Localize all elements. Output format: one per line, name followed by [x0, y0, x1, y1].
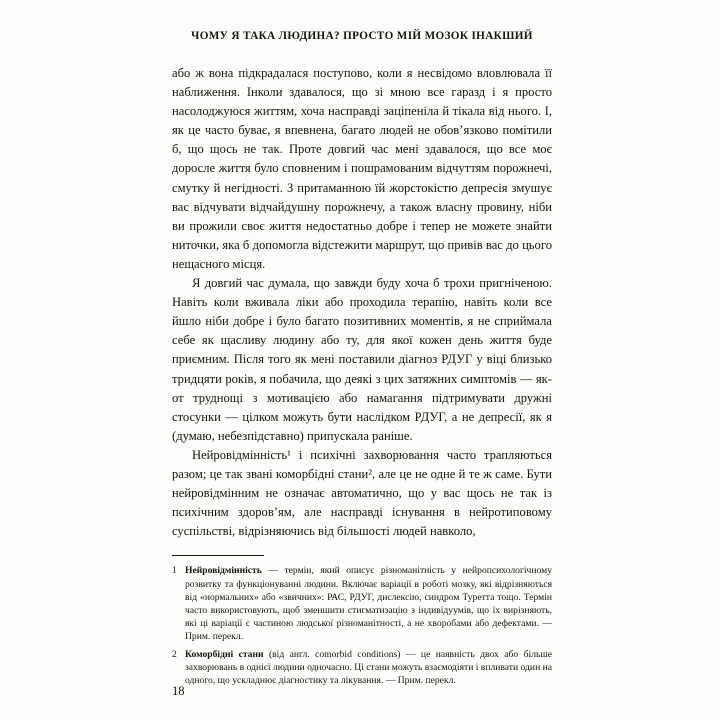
page-content — [172, 30, 552, 691]
footnote-body — [185, 648, 552, 688]
footnote-separator — [172, 555, 264, 556]
footnote-term: Коморбідні стани — [185, 648, 264, 660]
running-head: ЧОМУ Я ТАКА ЛЮДИНА? ПРОСТО МІЙ МОЗОК ІНАКШИЙ — [191, 30, 533, 42]
paragraph-3: Нейровідмінність¹ і психічні захворювання часто трапляються разом; це так звані коморбідні стани², але це не одне й те ж саме. Бути нейровідмінним не означає автоматично, що у вас щось не так із психічним здоров’ям, але насправді існування в нейротиповому суспільстві, відрізняючись від більшості людей навколо, — [172, 447, 552, 539]
footnote-item — [172, 648, 552, 688]
footnote-marker: 2 — [172, 648, 177, 660]
body-text — [172, 64, 552, 541]
footnote-marker: 1 — [172, 565, 177, 577]
paragraph-1: або ж вона підкрадалася поступово, коли я несвідомо вловлювала її наближення. Інколи здавалося, що зі мною все гаразд і я просто насолоджуюся життям, хоча насправді заціпеніла й тікала від нього. І, як це часто буває, я впевнена, багато людей не обов’язково помітили б, що щось не так. Проте довгий час мені здавалося, що все моє доросле життя було сповненим і пошрамованим відчуттям порожнечі, смутку й негідності. З притаманною їй жорстокістю депресія змушує вас відчувати відчайдушну порожнечу, а також власну провину, ніби ви прожили своє життя недостатньо добре і тепер не можете знайти ниточки, яка б допомогла відстежити маршрут, що привів вас до цього нещасного місця. — [172, 66, 552, 271]
paragraph-2: Я довгий час думала, що завжди буду хоча б трохи пригніченою. Навіть коли вживала ліки або проходила терапію, навіть коли все йшло ніби добре і було багато позитивних моментів, я не сприймала себе як щасливу людину або ту, для якої кожен день життя буде приємним. Після того як мені поставили діагноз РДУГ у віці близько тридцяти років, я побачила, що деякі з цих затяжних симптомів — як-от труднощі з мотивацією або намагання підтримувати дружні стосунки — цілком можуть бути наслідком РДУГ, а не депресії, як я (думаю, небезпідставно) припускала раніше. — [172, 276, 552, 443]
page-number: 18 — [172, 684, 185, 698]
footnote-text: (від англ. comorbid conditions) — це наявність двох або більше захворювань в однієї людини одночасно. Ці стани можуть взаємодіяти і впливати один на одного, що ускладнює діагностику та лікування. — Прим. перекл. — [185, 648, 552, 686]
footnote-body — [185, 564, 552, 643]
footnote-item — [172, 564, 552, 643]
footnote-term: Нейровідмінність — [185, 565, 262, 577]
footnote-text: — термін, який описує різноманітність у нейропсихологічному розвитку та функціонуванні людини. Включає варіації в роботі мозку, які відрізняються від «нормальних» або «звичних»: РАС, РДУГ, дислексію, синдром Туретта тощо. Термін часто використовують, щоб зменшити стигматизацію з індивідуумів, що їх вирізняють, які ці варіації є частиною людської різноманітності, а не хворобами або дефектами. — Прим. перекл. — [185, 565, 552, 643]
footnotes — [172, 564, 552, 687]
